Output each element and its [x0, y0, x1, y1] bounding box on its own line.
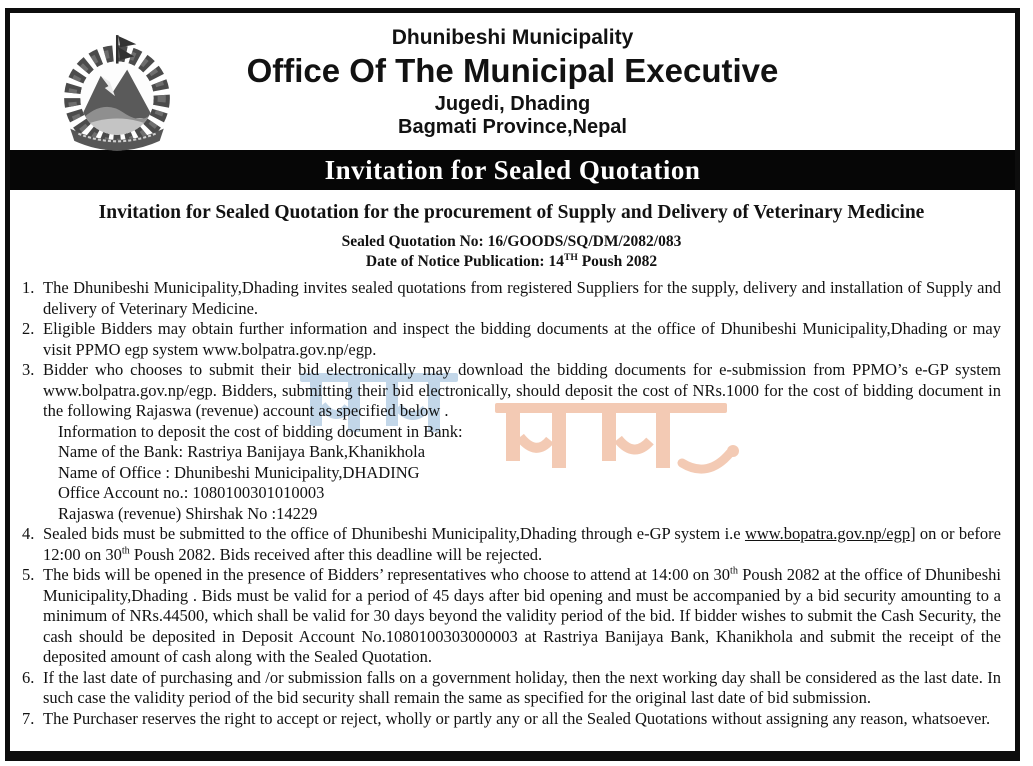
item-number: 1.: [22, 278, 35, 297]
item-number: 7.: [22, 708, 35, 728]
list-item-1: [22, 278, 1001, 319]
list-item-2: [22, 319, 1001, 360]
item-number: 4.: [22, 524, 35, 543]
address-line-2: Bagmati Province,Nepal: [398, 116, 627, 138]
address-line-1: Jugedi, Dhading: [434, 93, 591, 115]
item-text: The Purchaser reserves the right to accept or reject, wholly or partly any or all the Sealed Quotations without assigning any reason, whatsoever.: [43, 708, 991, 728]
item-number: 3.: [22, 360, 35, 379]
municipality-name: Dhunibeshi Municipality: [391, 26, 634, 49]
item-text: If the last date of purchasing and /or submission falls on a government holiday, then the next working day shall be considered as the last date. In such case the validity period of the bid security shall remain the same as specified for the original last date of bid submission.: [43, 667, 1001, 707]
bank-info-block: [43, 422, 1001, 525]
item-number: 2.: [22, 319, 35, 338]
document-border-frame: [5, 8, 1020, 761]
item-text: Sealed bids must be submitted to the office of Dhunibeshi Municipality,Dhading through e-GP system i.e www.bopatra.gov.np/egp] on or before 12:00 on 30th Poush 2082. Bids received after this deadline will be rejected.: [43, 524, 1001, 564]
notice-list: [22, 278, 1001, 729]
notice-body: [10, 190, 1015, 729]
bank-info-line-3: Name of Office : Dhunibeshi Municipality,DHADING: [58, 462, 420, 482]
item-text: [43, 360, 1001, 524]
item-text-main: Bidder who chooses to submit their bid electronically may download the bidding documents for e-submission from PPMO’s e-GP system www.bolpatra.gov.np/egp. Bidders, submitting their bid electronically, should deposit the cost of NRs.1000 for the cost of bidding document in the following Rajaswa (revenue) account as specified below .: [43, 360, 1001, 420]
list-item-7: [22, 709, 1001, 730]
list-item-5: [22, 565, 1001, 668]
publication-date: Date of Notice Publication: 14TH Poush 2082: [365, 251, 658, 270]
quotation-number: Sealed Quotation No: 16/GOODS/SQ/DM/2082/083: [341, 233, 682, 250]
office-name: Office Of The Municipal Executive: [246, 52, 779, 89]
notice-title-banner: Invitation for Sealed Quotation: [10, 150, 1015, 190]
bank-info-line-2: Name of the Bank: Rastriya Banijaya Bank,Khanikhola: [58, 442, 426, 461]
list-item-6: [22, 668, 1001, 709]
item-number: 5.: [22, 565, 35, 584]
list-item-4: [22, 524, 1001, 565]
notice-subtitle: Invitation for Sealed Quotation for the procurement of Supply and Delivery of Veterinary Medicine: [98, 202, 925, 223]
item-text: Eligible Bidders may obtain further information and inspect the bidding documents at the office of Dhunibeshi Municipality,Dhading or may visit PPMO egp system www.bolpatra.gov.np/egp.: [43, 319, 1001, 359]
item-number: 6.: [22, 667, 35, 687]
list-item-3: [22, 360, 1001, 524]
bank-info-line-4: Office Account no.: 1080100301010003: [58, 483, 325, 502]
bank-info-line-1: Information to deposit the cost of bidding document in Bank:: [58, 421, 463, 441]
letterhead: [10, 13, 1015, 139]
nepal-emblem-logo: [56, 31, 178, 151]
item-text: The bids will be opened in the presence of Bidders’ representatives who choose to attend at 14:00 on 30th Poush 2082 at the office of Dhunibeshi Municipality,Dhading . Bids must be valid for a period of 45 days after bid opening and must be accompanied by a bid security amounting to a minimum of NRs.44500, which shall be valid for 30 days beyond the validity period of the bid. If bidder wishes to submit the Cash Security, the cash should be deposited in Deposit Account No.1080100303000003 at Rastriya Banijaya Bank, Khanikhola and submit the receipt of the deposited amount of cash along with the Sealed Quotation.: [43, 565, 1001, 666]
item-text: The Dhunibeshi Municipality,Dhading invites sealed quotations from registered Suppliers for the supply, delivery and installation of Supply and delivery of Veterinary Medicine.: [43, 278, 1001, 318]
bank-info-line-5: Rajaswa (revenue) Shirshak No :14229: [58, 503, 318, 523]
